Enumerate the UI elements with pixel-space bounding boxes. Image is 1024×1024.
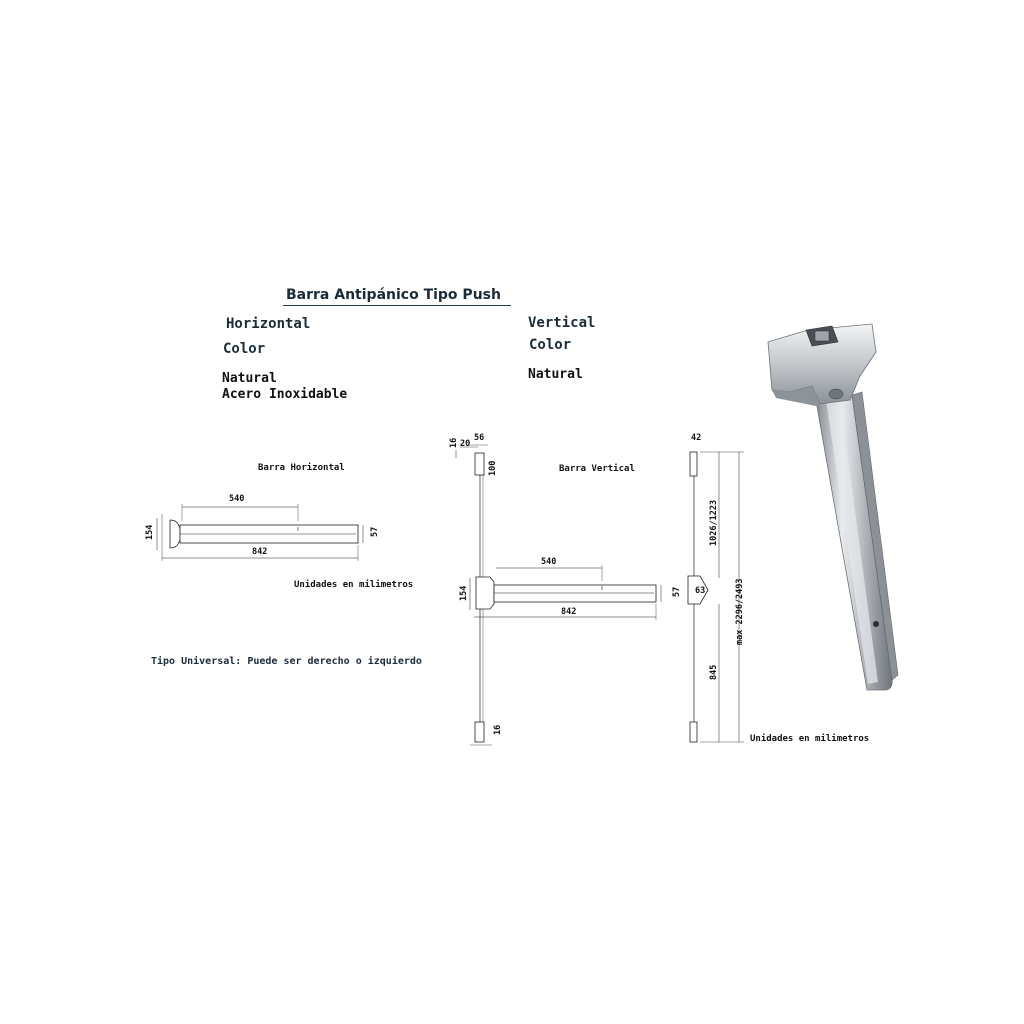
h-dim-842: 842 — [252, 547, 268, 557]
v-dim-20: 20 — [460, 439, 471, 449]
horizontal-color-natural: Natural — [222, 371, 277, 386]
h-dim-540: 540 — [229, 494, 245, 504]
v-dim-100: 100 — [488, 460, 498, 476]
horizontal-units-note: Unidades en milimetros — [294, 580, 414, 590]
vertical-units-note: Unidades en milimetros — [750, 734, 870, 744]
horizontal-color-label: Color — [223, 341, 266, 357]
horizontal-bar-caption: Barra Horizontal — [258, 463, 345, 473]
horizontal-heading: Horizontal — [226, 316, 311, 332]
v-dim-842: 842 — [561, 607, 577, 617]
v-dim-57: 57 — [672, 586, 682, 597]
vertical-heading: Vertical — [528, 315, 596, 331]
h-dim-57: 57 — [370, 526, 380, 537]
push-bar-product-illustration — [768, 324, 898, 690]
v-dim-16-bottom: 16 — [493, 724, 503, 735]
vertical-bar-caption: Barra Vertical — [559, 464, 635, 474]
side-dim-42: 42 — [691, 433, 702, 443]
side-dim-max: max 2296/2493 — [735, 578, 745, 645]
universal-type-note: Tipo Universal: Puede ser derecho o izquierdo — [151, 656, 422, 667]
v-dim-540: 540 — [541, 557, 557, 567]
vertical-color-label: Color — [529, 337, 572, 353]
vertical-bar-front-drawing — [456, 445, 661, 745]
page-title: Barra Antipánico Tipo Push — [286, 287, 501, 303]
v-dim-16-top: 16 — [449, 437, 459, 448]
vertical-color-natural: Natural — [528, 367, 583, 382]
side-dim-845: 845 — [709, 664, 719, 680]
v-dim-56: 56 — [474, 433, 485, 443]
horizontal-color-stainless: Acero Inoxidable — [222, 387, 348, 402]
v-dim-154: 154 — [459, 585, 469, 601]
side-dim-1026-1223: 1026/1223 — [709, 499, 719, 546]
side-dim-63: 63 — [695, 586, 706, 596]
h-dim-154: 154 — [145, 524, 155, 540]
